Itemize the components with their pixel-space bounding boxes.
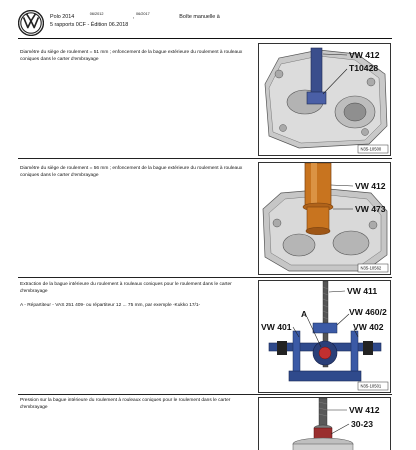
vw-logo-icon [18, 10, 44, 36]
tool-label-30-23: 30-23 [351, 419, 373, 429]
tool-label-vw412: VW 412 [355, 181, 386, 191]
section-divider [18, 158, 392, 159]
figure-ref: N35-10501 [360, 383, 382, 389]
model-name: Polo 2014 [50, 13, 75, 20]
document-header [18, 10, 398, 40]
edition-line: 5 rapports 0CF - Édition 06.2018 [50, 22, 129, 28]
tool-label-vw412: VW 412 [349, 405, 380, 415]
header-line-1 [50, 12, 234, 20]
figure-4 [258, 397, 391, 450]
figure-2 [258, 162, 391, 275]
section-2-text: Diamètre du siège de roulement = 56 mm ; enfoncement de la bague extérieure du roulement à rouleaux coniques dans le carter d'embrayage [20, 166, 243, 178]
tool-label-vw402: VW 402 [353, 322, 384, 332]
section-divider [18, 394, 392, 395]
gearbox-type: Boîte manuelle à [179, 13, 220, 20]
section-1-text: Diamètre du siège de roulement = 51 mm ; enfoncement de la bague extérieure du roulement à rouleaux coniques dans le carter d'embrayage [20, 50, 243, 62]
section-3-note: A - Répartiteur - VAS 251 409- ou répartiteur 12 ... 75 mm, par exemple -Kukko 17/1- [20, 303, 201, 308]
tool-label-vw460-2: VW 460/2 [349, 307, 387, 317]
tool-label-vw411: VW 411 [347, 286, 378, 296]
tool-label-t10428: T10428 [349, 63, 379, 73]
tool-label-vw473: VW 473 [355, 204, 386, 214]
date-from: 06/2012 [89, 12, 104, 16]
date-to: , $^{06/2017}$ [133, 12, 150, 20]
figure-3 [258, 280, 391, 393]
header-divider [18, 38, 392, 39]
tool-label-vw401: VW 401 [261, 322, 292, 332]
figure-ref: N35-10562 [360, 265, 382, 271]
figure-ref: N35-10500 [360, 146, 382, 152]
tool-label-a: A [301, 309, 308, 319]
figure-1 [258, 43, 391, 156]
tool-label-vw412: VW 412 [349, 50, 380, 60]
section-divider [18, 277, 392, 278]
section-3-text: Extraction de la bague intérieure du roulement à rouleaux coniques pour le roulement dans le carter d'embrayage [20, 282, 232, 294]
section-4-text: Pression sur la bague intérieure du roulement à rouleaux coniques pour le roulement dans le carter d'embrayage [20, 398, 231, 410]
